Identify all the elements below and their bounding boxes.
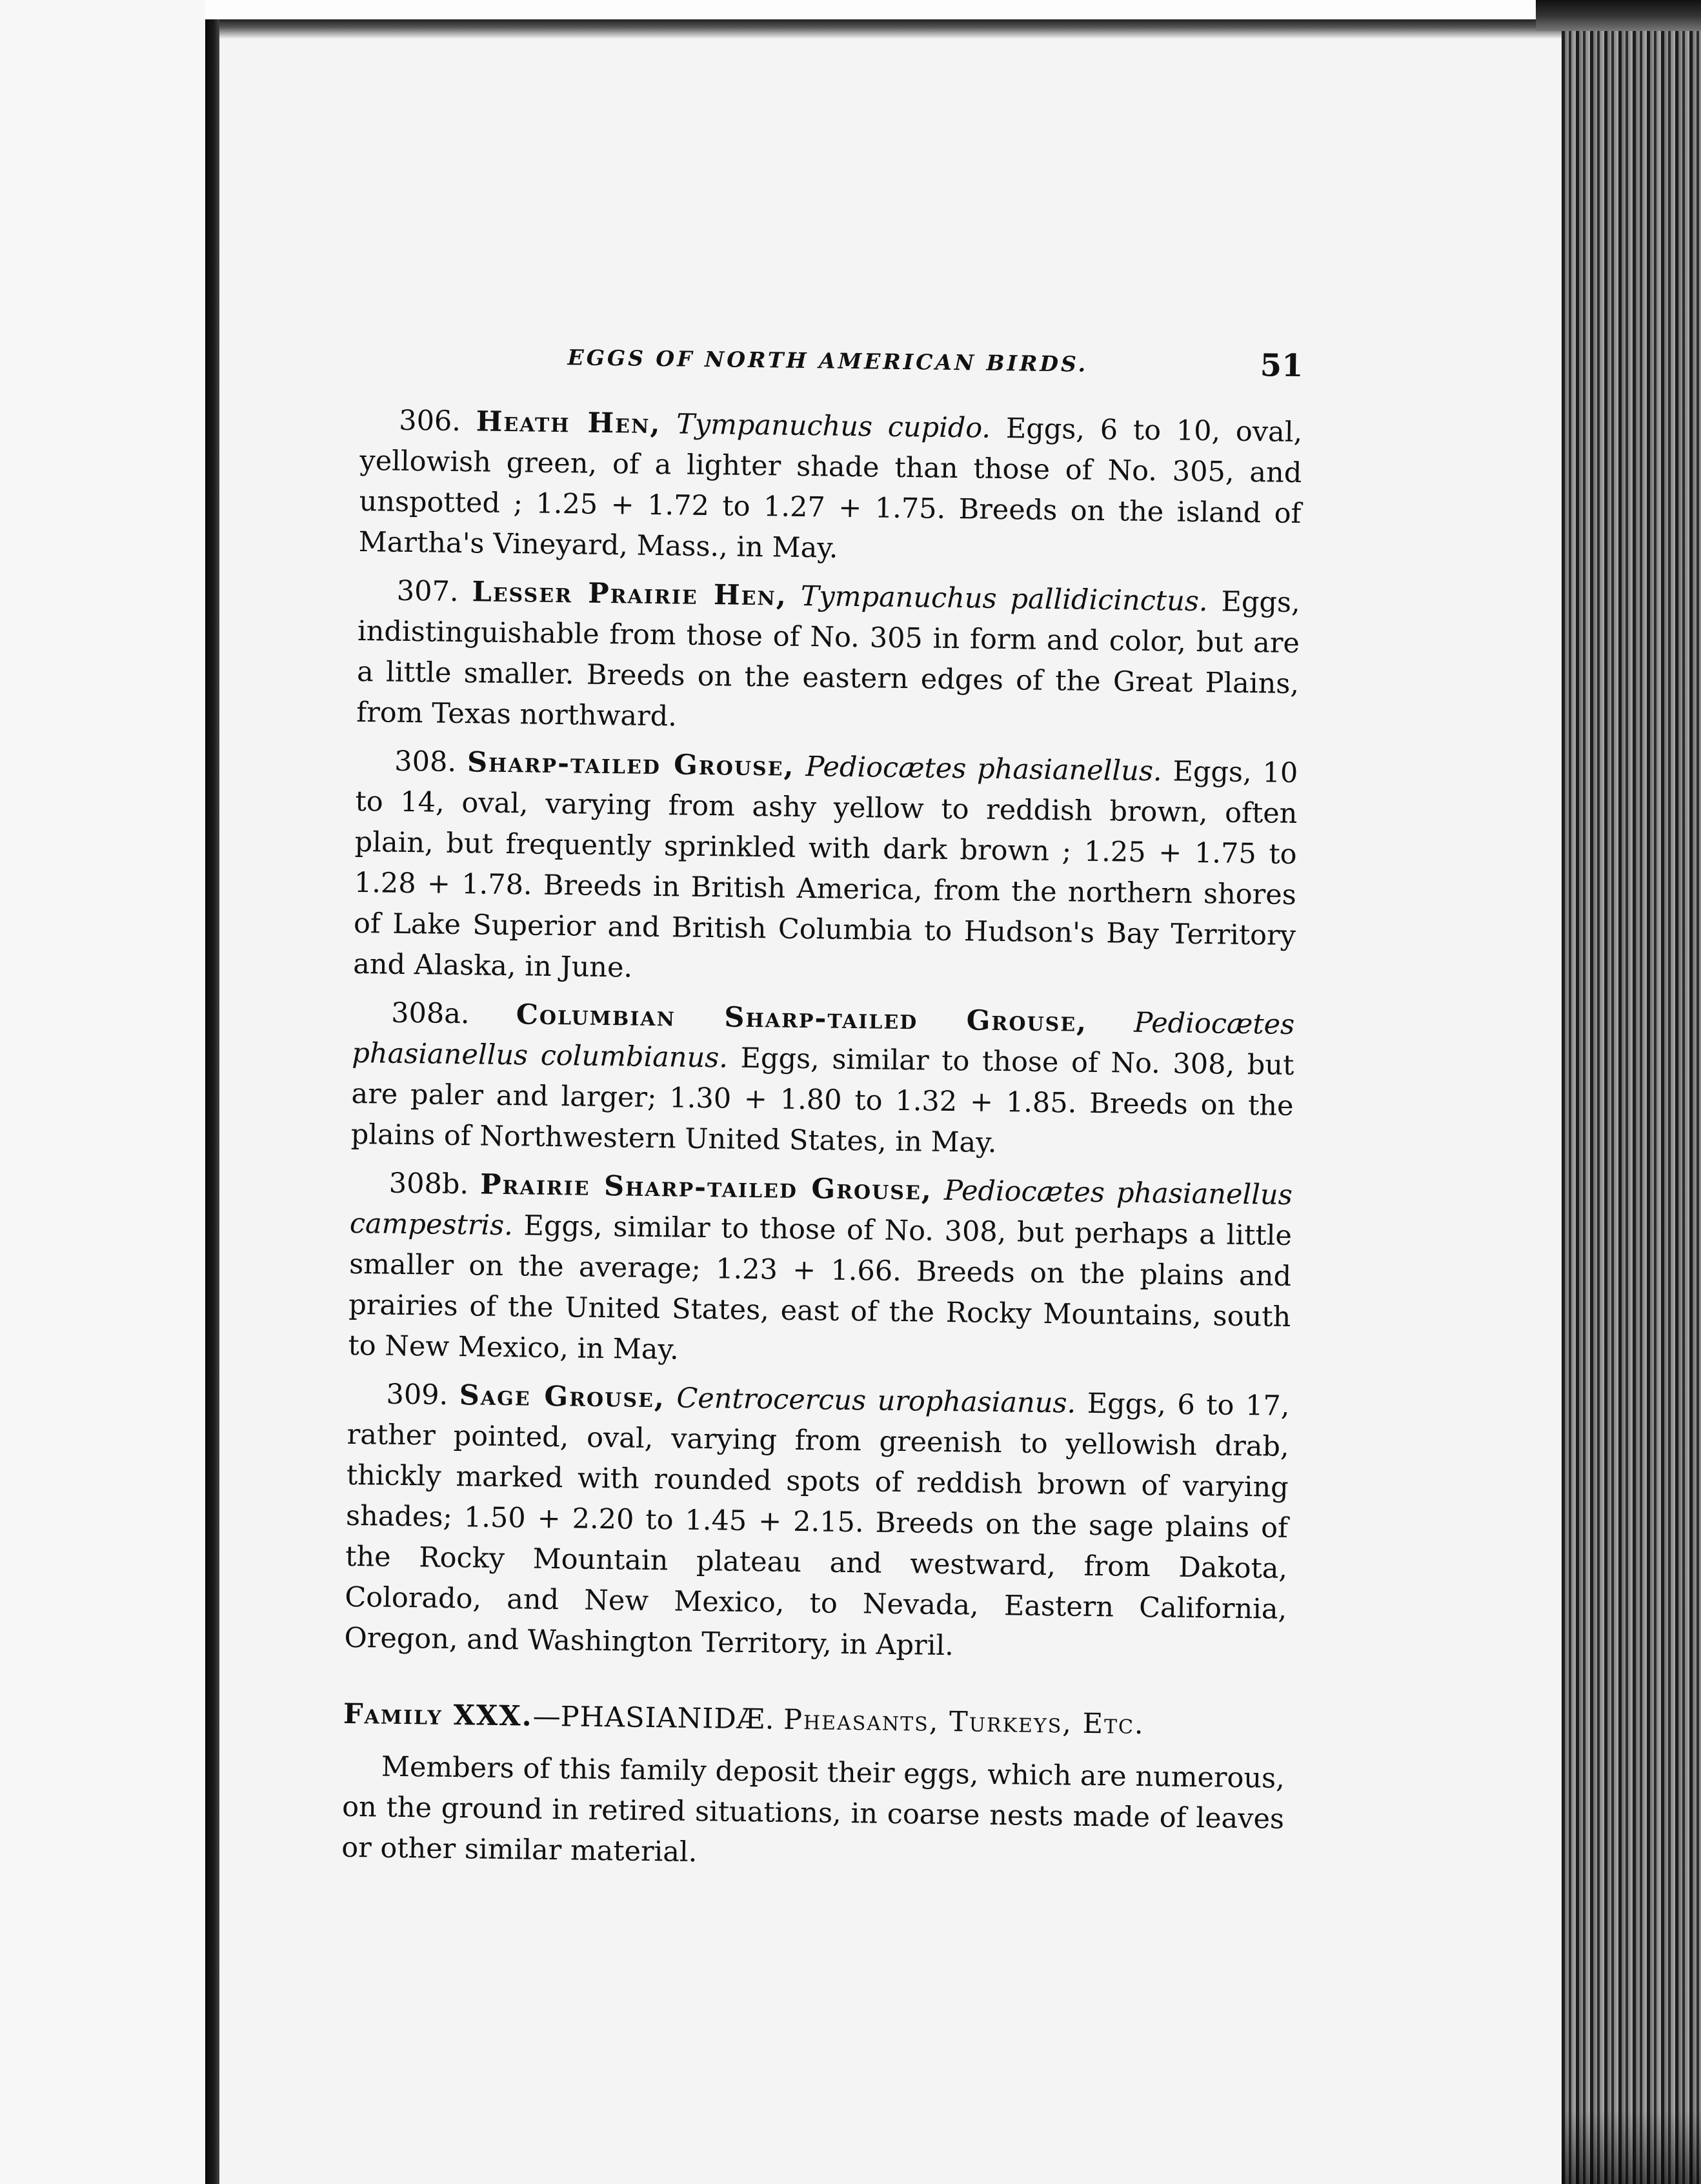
family-heading — [343, 1694, 1286, 1747]
common-name: Heath Hen, — [476, 405, 661, 441]
common-name: Columbian Sharp-tailed Grouse, — [516, 998, 1088, 1038]
page-top-shadow — [219, 19, 1562, 39]
family-common-names: Pheasants, Turkeys, Etc. — [783, 1703, 1145, 1741]
entry-description: Eggs, similar to those of No. 308, but perhaps a little smaller on the average; 1.23 + 1.66. Breeds on the plains and prairies of the United States, east of the Rocky Mountains, south to New Mexico, in May. — [348, 1209, 1293, 1366]
entry-308a — [350, 993, 1294, 1168]
common-name: Prairie Sharp-tailed Grouse, — [479, 1168, 933, 1207]
entry-number: 308. — [394, 745, 457, 778]
scientific-name: Pediocætes phasianellus campestris. — [349, 1174, 1293, 1242]
entry-308 — [353, 741, 1298, 997]
common-name: Sharp-tailed Grouse, — [467, 746, 795, 783]
scientific-name: Centrocercus urophasianus. — [676, 1382, 1076, 1420]
entry-number: 308b. — [388, 1167, 469, 1201]
family-description: Members of this family deposit their eggs, which are numerous, on the ground in retired situations, in coarse nests made of leaves or other similar material. — [341, 1750, 1285, 1869]
entry-description: Eggs, 6 to 10, oval, yellowish green, of a lighter shade than those of No. 305, and unspotted ; 1.25 + 1.72 to 1.27 + 1.75. Breeds on the island of Martha's Vineyard, Mass., in May. — [358, 412, 1303, 565]
page-edges-top — [1536, 0, 1701, 31]
running-title: EGGS OF NORTH AMERICAN BIRDS. — [567, 345, 1089, 377]
entry-number: 309. — [386, 1378, 448, 1411]
entry-description: Eggs, 6 to 17, rather pointed, oval, varying from greenish to yellowish drab, thickly marked with rounded spots of reddish brown of varying shades; 1.50 + 2.20 to 1.45 + 2.15. Breeds on the sage plains of the Rocky Mountain plateau and westward, from Dakota, Colorado, and New Mexico, to Nevada, Eastern California, Oregon, and Washington Territory, in April. — [344, 1387, 1290, 1663]
page-number: 51 — [1260, 347, 1303, 385]
left-facing-page — [0, 0, 205, 2184]
entry-308b — [348, 1163, 1293, 1379]
entry-307 — [356, 571, 1300, 745]
scientific-name: Pediocætes phasianellus columbianus. — [352, 1006, 1295, 1075]
entry-number: 306. — [398, 404, 461, 438]
common-name: Lesser Prairie Hen, — [472, 576, 788, 612]
entry-number: 307. — [396, 574, 459, 609]
text-block — [341, 336, 1303, 1888]
entry-description: Eggs, indistinguishable from those of No. 305 in form and color, but are a little smaller. Breeds on the eastern edges of the Great Plains, from Texas northward. — [356, 585, 1301, 733]
book-gutter — [205, 19, 219, 2184]
scientific-name: Tympanuchus cupido. — [676, 408, 991, 445]
entry-description: Eggs, 10 to 14, oval, varying from ashy yellow to reddish brown, often plain, but frequently sprinkled with dark brown ; 1.25 + 1.75 to 1.28 + 1.78. Breeds in British America, from the northern shores of Lake Superior and British Columbia to Hudson's Bay Territory and Alaska, in June. — [352, 755, 1298, 984]
family-name: PHASIANIDÆ. — [560, 1701, 775, 1736]
entry-description: Eggs, similar to those of No. 308, but are paler and larger; 1.30 + 1.80 to 1.32 + 1.85. Breeds on the plains of Northwestern United States, in May. — [350, 1042, 1294, 1159]
scientific-name: Pediocætes phasianellus. — [805, 751, 1162, 788]
entry-306 — [358, 400, 1302, 575]
page-edges — [1562, 0, 1701, 2184]
scientific-name: Tympanuchus pallidicinctus. — [800, 580, 1208, 618]
page-edges-bottom — [1562, 2110, 1701, 2184]
common-name: Sage Grouse, — [459, 1379, 666, 1415]
entry-309 — [344, 1374, 1290, 1671]
family-dash: — — [532, 1700, 561, 1734]
entry-number: 308a. — [390, 996, 470, 1031]
family-label: Family XXX. — [343, 1697, 534, 1733]
